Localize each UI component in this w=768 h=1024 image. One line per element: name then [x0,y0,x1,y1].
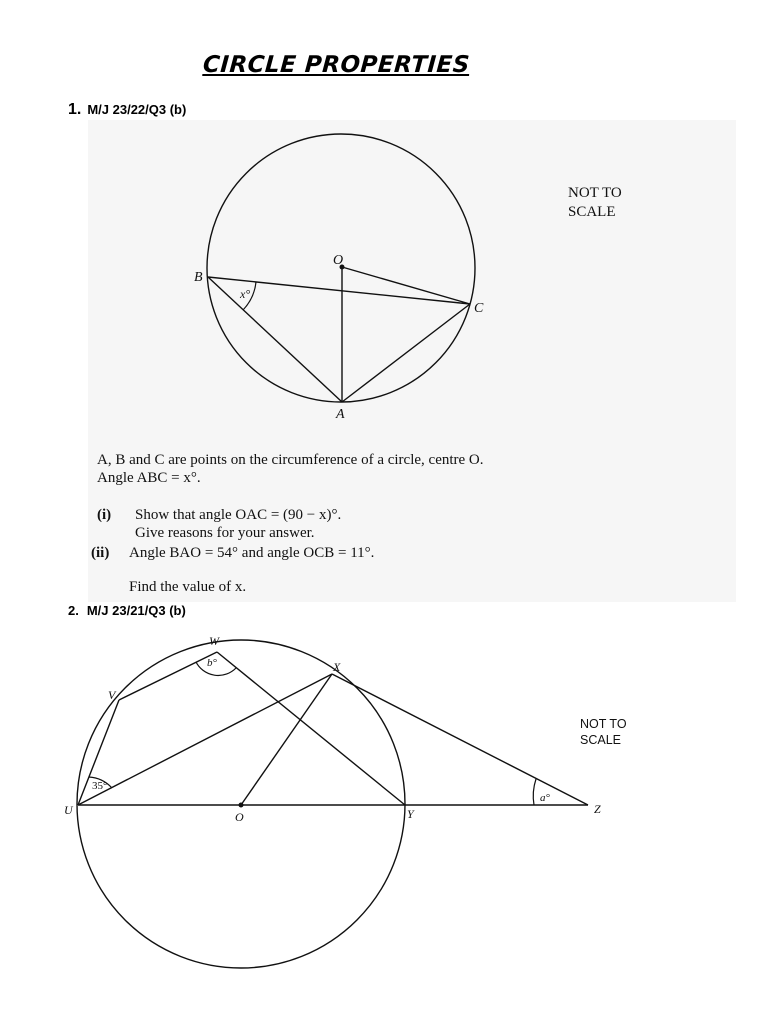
q1-part-i-line-2: Give reasons for your answer. [135,525,315,541]
q1-note-line-1: NOT TO [568,185,622,201]
q2-label-O: O [235,810,244,824]
q2-line-WY [217,652,405,805]
q1-part-ii-line-2: Find the value of x. [129,579,247,595]
q2-note-line-1: NOT TO [580,717,627,731]
q2-label-V: V [108,688,116,702]
q1-label-O: O [333,253,344,268]
q2-line-UX [78,674,332,805]
q2-label-b: b° [207,657,217,669]
q2-not-to-scale-note [580,716,627,748]
q1-label-B: B [194,270,203,285]
q2-angle-a-arc [533,779,536,805]
question-1-number: 1. [68,101,82,118]
q2-centre-point [239,803,244,808]
q1-part-ii-line-1: Angle BAO = 54° and angle OCB = 11°. [129,545,375,561]
q1-statement-line-2: Angle ABC = x°. [97,470,201,486]
question-1-reference: M/J 23/22/Q3 (b) [87,102,187,117]
q1-label-A: A [336,407,345,422]
page-title: CIRCLE PROPERTIES [202,52,471,78]
q1-part-i-label: (i) [97,507,112,523]
question-2-reference: M/J 23/21/Q3 (b) [86,603,186,618]
q1-note-line-2: SCALE [568,204,616,220]
q2-line-XO [241,674,332,805]
q2-label-35: 35° [92,780,108,792]
q1-statement-line-1: A, B and C are points on the circumference of a circle, centre O. [97,452,484,468]
q1-label-C: C [474,301,484,316]
q2-label-Y: Y [407,807,414,821]
q1-part-i-line-1: Show that angle OAC = (90 − x)°. [135,507,342,523]
q2-label-W: W [209,634,219,648]
q1-part-ii-label: (ii) [91,545,110,561]
q2-line-VW [119,652,217,700]
q2-label-Z: Z [594,802,601,816]
q1-label-x: x° [240,287,251,301]
question-2-number: 2. [68,603,79,618]
q2-label-U: U [64,803,73,817]
q2-note-line-2: SCALE [580,733,621,747]
q2-label-X: X [333,660,341,674]
q2-label-a: a° [540,792,550,804]
q2-line-XZ [332,674,588,805]
